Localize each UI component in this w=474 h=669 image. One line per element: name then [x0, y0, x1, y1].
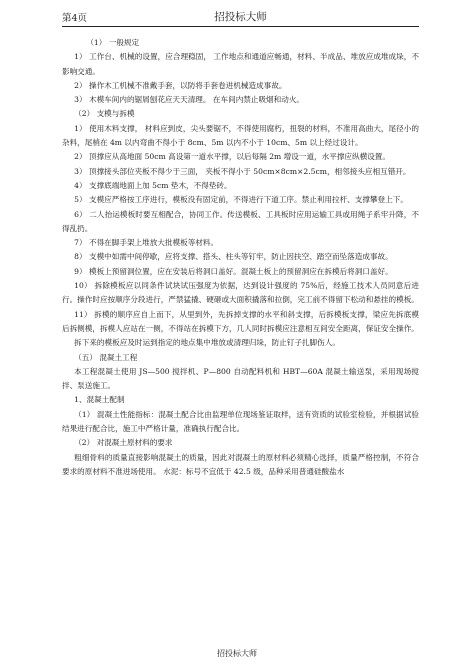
- page-header: [62, 8, 419, 27]
- header-site-name: 招投标大师: [214, 11, 267, 23]
- paragraph: 1） 工作台、机械的设置，应合理稳固， 工作地点和通道应畅通，材料、半成品、堆放应成堆成垛，不影响交通。: [62, 52, 419, 76]
- paragraph: 2） 操作木工机械不准戴手套，以防将手套卷进机械造成事故。: [74, 80, 287, 90]
- paragraph: 4） 支撑底端地面上加 5cm 垫木，不得垫砖。: [74, 180, 232, 190]
- paragraph: 3） 木模车间内的锯屑刨花应天天清理。 在车间内禁止吸烟和动火。: [74, 95, 305, 105]
- paragraph: 10） 拆除模板应以同条件试块试压强度为依据，达到设计强度的 75%后，经施工技术人员同意后进行。操作时应按顺序分段进行，严禁猛撬、硬砸或大面积撬落和拉倒，完工前不得留下松动和悬挂的模板。: [62, 281, 419, 305]
- paragraph: 粗细骨料的质量直接影响混凝土的质量，因此对混凝土的原材料必须精心选择，质量严格控制，不符合要求的原材料不准进场使用。 水泥：标号不宜低于 42.5 级，品种采用普通硅酸盐水: [62, 452, 419, 476]
- paragraph: （2） 支模与拆模: [74, 109, 135, 119]
- paragraph: 11） 拆模的顺序应自上而下，从里到外，先拆掉支撑的水平和斜支撑，后拆模板支撑，梁应先拆底模后拆侧模，拆模人应站在一侧，不得站在拆模下方，几人同时拆模应注意相互间安全距离，保证安全操作。: [62, 309, 419, 333]
- paragraph: 2） 顶撑应从高地面 50cm 高设第一道水平撑，以后每隔 2m 增设一道，水平撑应纵横设置。: [74, 152, 390, 162]
- paragraph: 8） 支模中如需中间停歇，应将支撑、搭头、柱头等钉牢，防止因扶空、踏空而坠落造成事故。: [74, 252, 393, 262]
- paragraph: 6） 二人抬运模板时要互相配合，协同工作。传送模板、工具板时应用运输工具或用绳子系牢升降，不得乱扔。: [62, 209, 419, 233]
- document-body: [62, 36, 419, 479]
- paragraph: 拆下来的模板应及时运到指定的地点集中堆放或清理归垛，防止钉子扎脚伤人。: [74, 338, 340, 348]
- paragraph: （五） 混凝土工程: [74, 352, 138, 362]
- page-number: 第4页: [62, 13, 88, 24]
- paragraph: 本工程混凝土使用 JS—500 搅拌机、P—800 自动配料机和 HBT—60A 混凝土输送泵，采用现场搅拌、泵送施工。: [62, 366, 419, 391]
- paragraph: （1） 混凝土性能指标：混凝土配合比由监理单位现场鉴证取样，送有资质的试验室检验，并根据试验结果进行配合比，施工中严格计量，准确执行配合比。: [62, 409, 419, 434]
- paragraph: 3） 顶撑接头部位夹板不得少于三面， 夹板不得小于 50cm×8cm×2.5cm，相邻接头应相互错开。: [74, 166, 411, 176]
- paragraph: 1） 使用木料支撑， 材料应到皮，尖头要锯不，不得使用腐朽，扭裂的材料，不准用高曲大，尾径小的杂料，尾梢在 4m 以内弯曲不得小于 8cm、5m 以内不小于 10cm、5m 以上经过设计。: [62, 123, 419, 148]
- paragraph: 5） 支模应严格按工序进行，模板没有固定前，不得进行下道工序。禁止利用拉杆、支撑攀登上下。: [74, 195, 408, 205]
- paragraph: 9） 模板上预留洞位置，应在安装后将洞口盖好。混凝土板上的预留洞应在拆模后将洞口盖好。: [74, 266, 393, 276]
- footer-site-name: 招投标大师: [217, 649, 257, 658]
- paragraph: （2） 对混凝土原材料的要求: [74, 438, 173, 448]
- paragraph: （1） 一般规定: [86, 38, 140, 47]
- paragraph: 7） 不得在脚手架上堆放大批模板等材料。: [74, 238, 219, 248]
- paragraph: 1、混凝土配制: [74, 395, 125, 405]
